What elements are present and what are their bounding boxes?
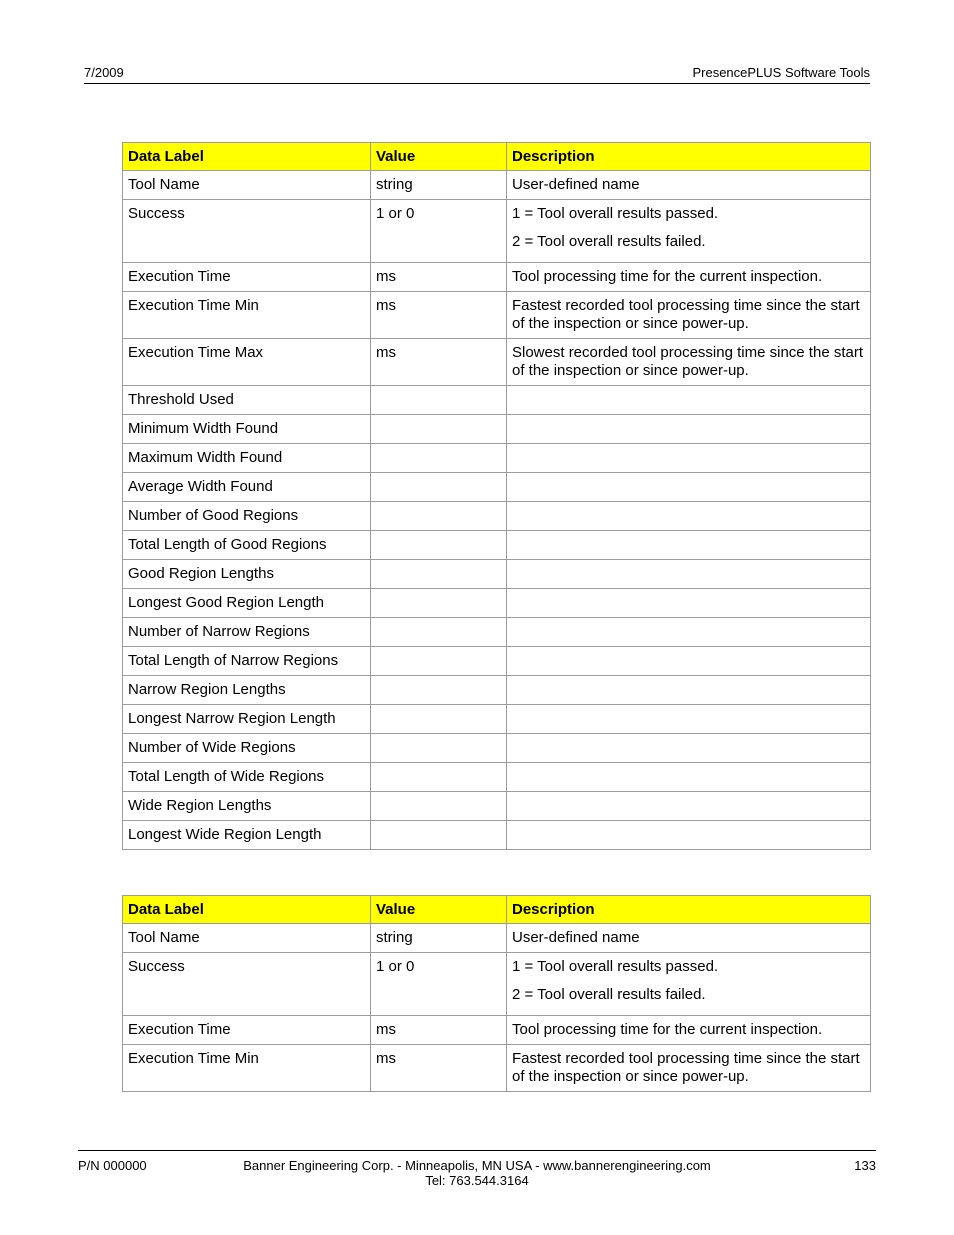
cell-value: string	[371, 924, 507, 953]
cell-description	[507, 734, 871, 763]
cell-description	[507, 386, 871, 415]
footer-contact	[0, 1158, 954, 1188]
cell-data-label: Total Length of Wide Regions	[123, 763, 371, 792]
table-row	[123, 618, 871, 647]
cell-data-label: Longest Narrow Region Length	[123, 705, 371, 734]
header-divider	[84, 83, 870, 84]
cell-data-label: Execution Time Min	[123, 292, 371, 339]
cell-data-label: Number of Good Regions	[123, 502, 371, 531]
cell-description	[507, 647, 871, 676]
cell-data-label: Execution Time Max	[123, 339, 371, 386]
table-row	[123, 415, 871, 444]
column-header-label: Data Label	[123, 143, 371, 171]
cell-value: ms	[371, 1045, 507, 1092]
column-header-description: Description	[507, 896, 871, 924]
cell-data-label: Minimum Width Found	[123, 415, 371, 444]
footer-phone: Tel: 763.544.3164	[425, 1173, 529, 1188]
cell-value	[371, 502, 507, 531]
cell-data-label: Total Length of Narrow Regions	[123, 647, 371, 676]
table-row	[123, 1045, 871, 1092]
cell-data-label: Tool Name	[123, 924, 371, 953]
cell-value	[371, 618, 507, 647]
cell-data-label: Number of Wide Regions	[123, 734, 371, 763]
cell-description	[507, 705, 871, 734]
cell-description	[507, 618, 871, 647]
cell-value	[371, 531, 507, 560]
description-line: 1 = Tool overall results passed.	[512, 958, 719, 975]
table-row	[123, 502, 871, 531]
table-row	[123, 200, 871, 263]
cell-description	[507, 763, 871, 792]
cell-description: Fastest recorded tool processing time since the start of the inspection or since power-up.	[507, 292, 871, 339]
cell-value	[371, 386, 507, 415]
cell-description	[507, 444, 871, 473]
table-row	[123, 734, 871, 763]
footer-part-number: P/N 000000	[78, 1158, 147, 1173]
description-line: 1 = Tool overall results passed.	[512, 205, 719, 222]
column-header-value: Value	[371, 143, 507, 171]
cell-value	[371, 589, 507, 618]
cell-value: 1 or 0	[371, 953, 507, 1016]
table-row	[123, 589, 871, 618]
description-line: 2 = Tool overall results failed.	[512, 233, 706, 250]
table-row	[123, 792, 871, 821]
data-table-2	[122, 895, 871, 1092]
cell-description: Slowest recorded tool processing time since the start of the inspection or since power-up.	[507, 339, 871, 386]
cell-description	[507, 502, 871, 531]
cell-description	[507, 200, 871, 263]
table-row	[123, 1016, 871, 1045]
cell-description	[507, 560, 871, 589]
table-2-body	[123, 924, 871, 1092]
table-row	[123, 531, 871, 560]
table-row	[123, 292, 871, 339]
cell-value	[371, 705, 507, 734]
cell-data-label: Number of Narrow Regions	[123, 618, 371, 647]
column-header-description: Description	[507, 143, 871, 171]
table-header-row	[123, 896, 871, 924]
table-row	[123, 763, 871, 792]
table-row	[123, 386, 871, 415]
cell-data-label: Tool Name	[123, 171, 371, 200]
cell-value	[371, 734, 507, 763]
cell-data-label: Execution Time	[123, 1016, 371, 1045]
description-line: 2 = Tool overall results failed.	[512, 986, 706, 1003]
table-row	[123, 339, 871, 386]
table-row	[123, 560, 871, 589]
cell-data-label: Total Length of Good Regions	[123, 531, 371, 560]
cell-description: User-defined name	[507, 171, 871, 200]
header-date: 7/2009	[84, 65, 124, 80]
column-header-label: Data Label	[123, 896, 371, 924]
cell-data-label: Maximum Width Found	[123, 444, 371, 473]
cell-value: ms	[371, 339, 507, 386]
footer-company: Banner Engineering Corp. - Minneapolis, MN USA - www.bannerengineering.com	[243, 1158, 711, 1173]
cell-data-label: Good Region Lengths	[123, 560, 371, 589]
cell-data-label: Longest Good Region Length	[123, 589, 371, 618]
table-header-row	[123, 143, 871, 171]
footer-page-number: 133	[854, 1158, 876, 1173]
cell-value: ms	[371, 263, 507, 292]
cell-data-label: Execution Time	[123, 263, 371, 292]
cell-description: User-defined name	[507, 924, 871, 953]
footer-divider	[78, 1150, 876, 1151]
cell-value	[371, 792, 507, 821]
cell-value: ms	[371, 1016, 507, 1045]
cell-data-label: Success	[123, 953, 371, 1016]
cell-data-label: Longest Wide Region Length	[123, 821, 371, 850]
cell-data-label: Success	[123, 200, 371, 263]
cell-description	[507, 589, 871, 618]
cell-description	[507, 415, 871, 444]
cell-description	[507, 953, 871, 1016]
cell-data-label: Wide Region Lengths	[123, 792, 371, 821]
table-row	[123, 924, 871, 953]
cell-value: 1 or 0	[371, 200, 507, 263]
table-row	[123, 171, 871, 200]
cell-description	[507, 473, 871, 502]
cell-value	[371, 676, 507, 705]
cell-value: ms	[371, 292, 507, 339]
cell-value	[371, 560, 507, 589]
cell-data-label: Execution Time Min	[123, 1045, 371, 1092]
table-row	[123, 705, 871, 734]
cell-description	[507, 676, 871, 705]
cell-data-label: Threshold Used	[123, 386, 371, 415]
cell-value	[371, 647, 507, 676]
cell-data-label: Average Width Found	[123, 473, 371, 502]
cell-value	[371, 473, 507, 502]
table-row	[123, 953, 871, 1016]
cell-value	[371, 763, 507, 792]
column-header-value: Value	[371, 896, 507, 924]
cell-description: Fastest recorded tool processing time since the start of the inspection or since power-up.	[507, 1045, 871, 1092]
table-row	[123, 473, 871, 502]
table-row	[123, 821, 871, 850]
cell-description: Tool processing time for the current inspection.	[507, 263, 871, 292]
cell-description	[507, 531, 871, 560]
cell-description: Tool processing time for the current inspection.	[507, 1016, 871, 1045]
table-row	[123, 444, 871, 473]
cell-value	[371, 821, 507, 850]
cell-value: string	[371, 171, 507, 200]
table-row	[123, 676, 871, 705]
cell-data-label: Narrow Region Lengths	[123, 676, 371, 705]
data-table-1	[122, 142, 871, 850]
table-1-body	[123, 171, 871, 850]
table-row	[123, 647, 871, 676]
table-row	[123, 263, 871, 292]
cell-value	[371, 444, 507, 473]
cell-description	[507, 792, 871, 821]
header-title: PresencePLUS Software Tools	[692, 65, 870, 80]
cell-value	[371, 415, 507, 444]
cell-description	[507, 821, 871, 850]
